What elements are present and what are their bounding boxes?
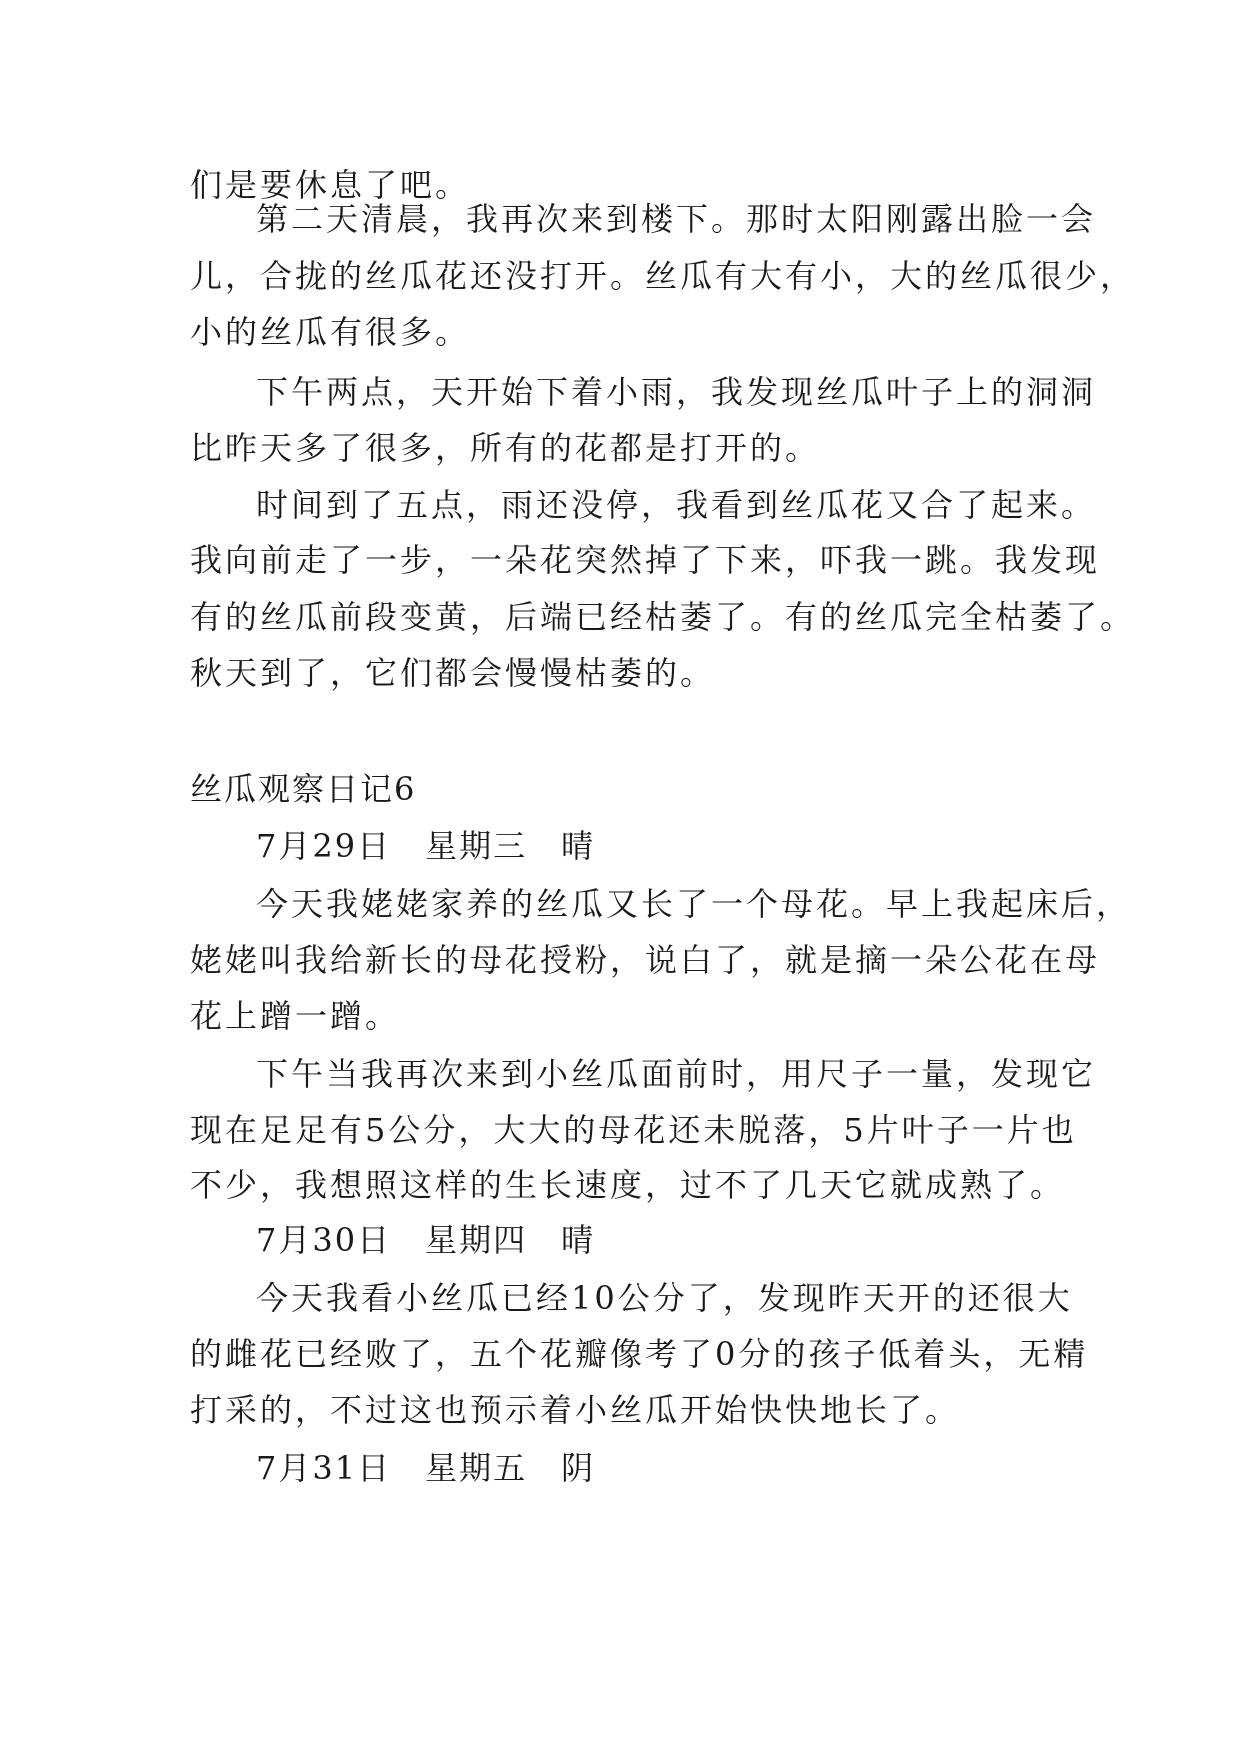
text-line: 比昨天多了很多，所有的花都是打开的。: [190, 429, 821, 467]
entry-weekday: 星期四: [425, 1221, 528, 1259]
entry-weather: 晴: [561, 1221, 596, 1259]
text-line: 下午当我再次来到小丝瓜面前时，用尺子一量，发现它: [256, 1055, 1097, 1093]
entry-date: 7月29日: [256, 827, 392, 865]
text-line: 不少，我想照这样的生长速度，过不了几天它就成熟了。: [190, 1166, 1066, 1204]
section-title: 丝瓜观察日记6: [190, 770, 417, 808]
diary-entry-header: [256, 1220, 595, 1260]
entry-weather: 晴: [561, 827, 596, 865]
text-line: 现在足足有5公分，大大的母花还未脱落，5片叶子一片也: [190, 1111, 1077, 1149]
entry-date: 7月31日: [256, 1449, 392, 1487]
text-line: 的雌花已经败了，五个花瓣像考了0分的孩子低着头，无精: [190, 1335, 1089, 1373]
text-line: 秋天到了，它们都会慢慢枯萎的。: [190, 654, 716, 692]
entry-weekday: 星期三: [425, 827, 528, 865]
text-line: 小的丝瓜有很多。: [190, 313, 471, 351]
text-line: 时间到了五点，雨还没停，我看到丝瓜花又合了起来。: [256, 486, 1097, 524]
text-line: 今天我姥姥家养的丝瓜又长了一个母花。早上我起床后，: [256, 885, 1132, 923]
text-line: 花上蹭一蹭。: [190, 997, 401, 1035]
text-line: 第二天清晨，我再次来到楼下。那时太阳刚露出脸一会: [256, 200, 1097, 238]
text-line: 儿，合拢的丝瓜花还没打开。丝瓜有大有小，大的丝瓜很少，: [190, 257, 1136, 295]
text-line: 们是要休息了吧。: [190, 166, 471, 204]
entry-weather: 阴: [561, 1449, 596, 1487]
text-line: 下午两点，天开始下着小雨，我发现丝瓜叶子上的洞洞: [256, 373, 1097, 411]
entry-weekday: 星期五: [425, 1449, 528, 1487]
text-line: 今天我看小丝瓜已经10公分了，发现昨天开的还很大: [256, 1279, 1073, 1317]
text-line: 姥姥叫我给新长的母花授粉，说白了，就是摘一朵公花在母: [190, 941, 1101, 979]
text-line: 有的丝瓜前段变黄，后端已经枯萎了。有的丝瓜完全枯萎了。: [190, 598, 1136, 636]
entry-date: 7月30日: [256, 1221, 392, 1259]
diary-entry-header: [256, 1448, 595, 1488]
text-line: 打采的，不过这也预示着小丝瓜开始快快地长了。: [190, 1391, 961, 1429]
diary-entry-header: [256, 826, 595, 866]
text-line: 我向前走了一步，一朵花突然掉了下来，吓我一跳。我发现: [190, 541, 1101, 579]
